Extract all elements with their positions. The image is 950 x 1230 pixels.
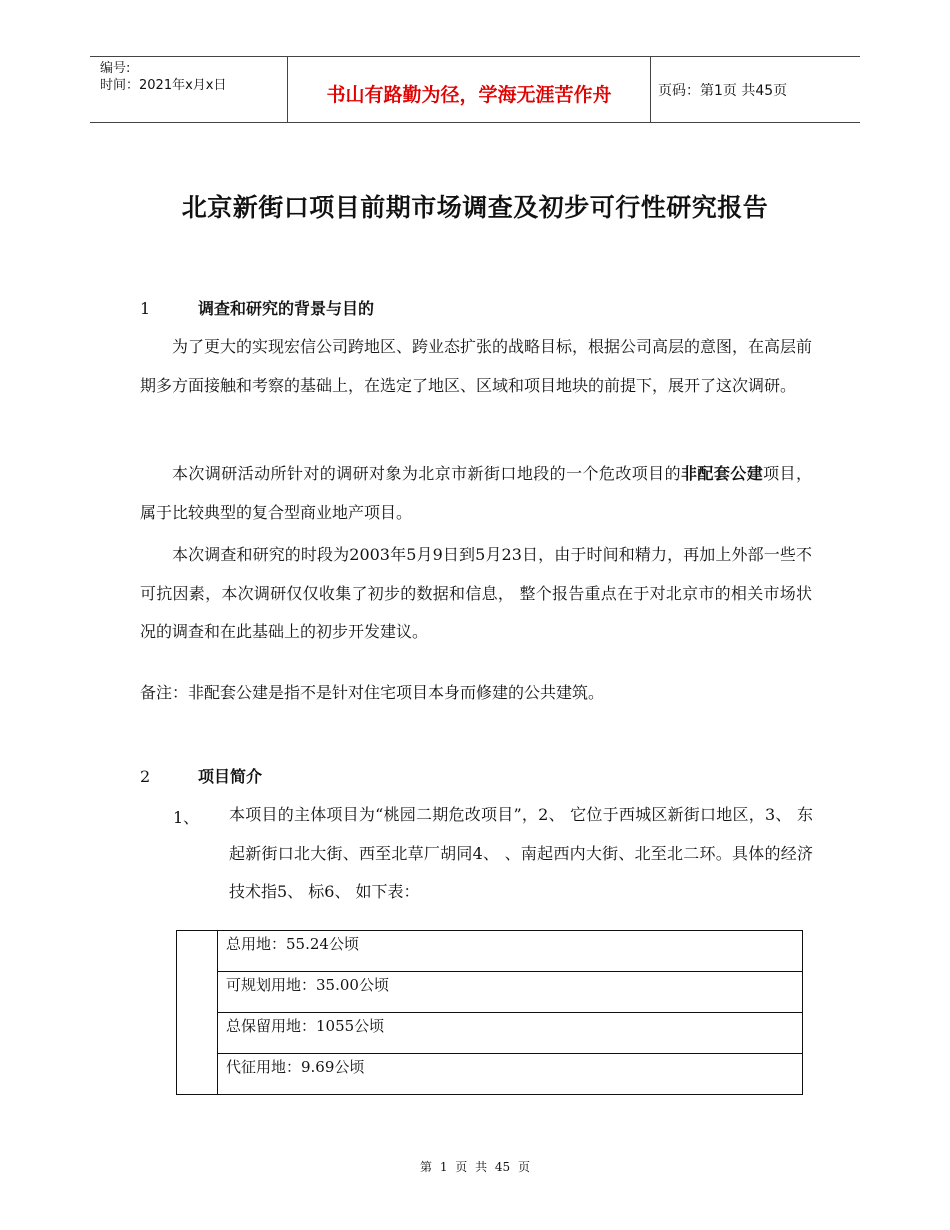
note: 备注：非配套公建是指不是针对住宅项目本身而修建的公共建筑。 <box>140 683 605 702</box>
serial-label: 编号: <box>100 61 131 76</box>
table-row <box>177 931 803 972</box>
header-motto: 书山有路勤为径，学海无涯苦作舟 <box>326 84 612 106</box>
section-heading <box>140 296 374 319</box>
header-meta <box>100 60 226 94</box>
paragraph-text: 项目，属于比较典型的复合型商业地产项目。 <box>140 464 812 522</box>
table-row <box>177 972 803 1013</box>
paragraph <box>140 455 812 532</box>
header-bottom-rule <box>90 122 860 123</box>
section-title: 项目简介 <box>198 767 263 786</box>
section-number: 2 <box>140 767 151 786</box>
header-top-rule <box>90 56 860 57</box>
paragraph: 为了更大的实现宏信公司跨地区、跨业态扩张的战略目标，根据公司高层的意图，在高层前期多方面接触和考察的基础上，在选定了地区、区域和项目地块的前提下，展开了这次调研。 <box>140 337 813 395</box>
table-row <box>177 1013 803 1054</box>
table-cell: 可规划用地：35.00公顷 <box>218 972 803 1013</box>
header-page-info: 页码：第1页 共45页 <box>658 83 788 99</box>
table-cell: 总保留用地：1055公顷 <box>218 1013 803 1054</box>
table-cell: 代征用地：9.69公顷 <box>218 1054 803 1095</box>
header-divider <box>650 57 651 122</box>
page-footer: 第 1 页 共 45 页 <box>420 1160 530 1174</box>
table-row <box>177 1054 803 1095</box>
table-cell: 总用地：55.24公顷 <box>218 931 803 972</box>
table-stub-cell <box>177 931 218 1095</box>
bold-term: 非配套公建 <box>681 464 764 483</box>
paragraph: 本次调查和研究的时段为2003年5月9日到5月23日，由于时间和精力，再加上外部一些不可抗因素，本次调研仅仅收集了初步的数据和信息， 整个报告重点在于对北京市的相关市场状况的调查和在此基础上的初步开发建议。 <box>140 545 812 641</box>
paragraph-text: 本次调研活动所针对的调研对象为北京市新街口地段的一个危改项目的 <box>172 464 682 483</box>
time-label: 时间：2021年x月x日 <box>100 78 227 93</box>
section-title: 调查和研究的背景与目的 <box>198 299 375 318</box>
section-number: 1 <box>140 299 151 318</box>
list-number: 1、 <box>173 808 200 827</box>
section-heading <box>140 764 262 787</box>
spec-table <box>176 930 803 1095</box>
list-item: 本项目的主体项目为“桃园二期危改项目”，2、 它位于西城区新街口地区，3、 东起新街口北大街、西至北草厂胡同4、 、南起西内大街、北至北二环。具体的经济技术指5、 标6、 如下表： <box>229 805 813 901</box>
document-title: 北京新街口项目前期市场调查及初步可行性研究报告 <box>181 193 769 222</box>
